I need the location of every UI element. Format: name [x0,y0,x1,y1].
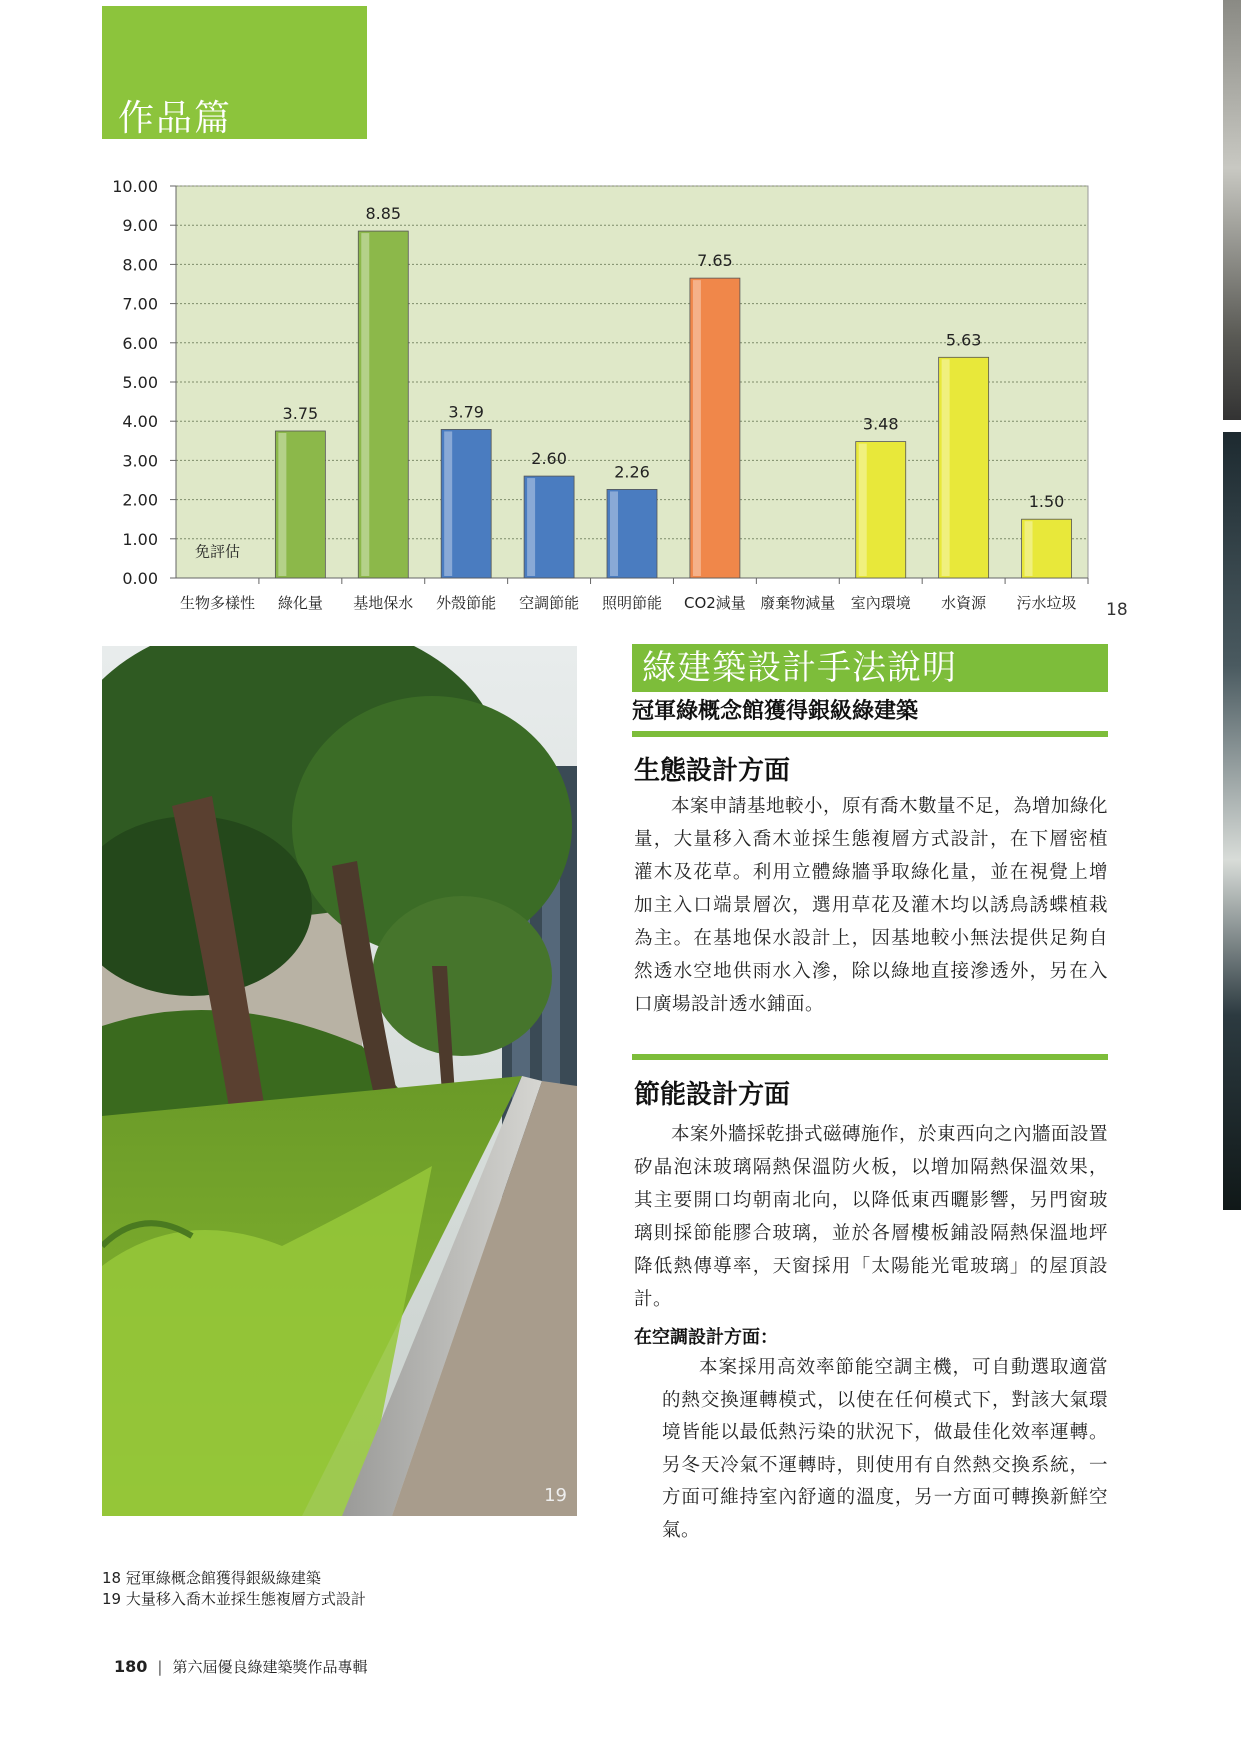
caption-19: 19 大量移入喬木並採生態複層方式設計 [102,1590,366,1608]
data-label: 3.79 [448,402,484,422]
y-tick-label: 6.00 [122,333,158,353]
x-tick-label: 廢棄物減量 [760,594,836,612]
bar-highlight [278,433,286,576]
divider-rule [632,731,1108,737]
bar-highlight [859,444,867,576]
data-label: 2.60 [531,449,567,469]
y-tick-label: 5.00 [122,373,158,392]
energy-heading: 節能設計方面 [634,1080,791,1110]
y-tick-label: 2.00 [122,490,158,510]
energy-paragraph: 本案外牆採乾掛式磁磚施作，於東西向之內牆面設置矽晶泡沫玻璃隔熱保溫防火板，以增加隔熱保溫效果，其主要開口均朝南北向，以降低東西曬影響，另門窗玻璃則採節能膠合玻璃，並於各層樓板鋪設隔熱保溫地坪降低熱傳導率，天窗採用「太陽能光電玻璃」的屋頂設計。 [634,1124,1109,1310]
bar-highlight [444,431,452,576]
bar-highlight [1025,521,1033,576]
eco-paragraph: 本案申請基地較小，原有喬木數量不足，為增加綠化量，大量移入喬木並採生態複層方式設計，在下層密植灌木及花草。利用立體綠牆爭取綠化量，並在視覺上增加主入口端景層次，選用草花及灌木均以誘鳥誘蝶植栽為主。在基地保水設計上，因基地較小無法提供足夠自然透水空地供雨水入滲，除以綠地直接滲透外，另在入口廣場設計透水鋪面。 [634,796,1109,1015]
x-tick-label: 水資源 [941,594,987,612]
footer-separator: | [157,1658,163,1676]
figure-captions [102,1568,366,1610]
y-tick-label: 8.00 [122,255,158,275]
page-footer [114,1656,367,1677]
data-label: 3.75 [282,404,319,423]
section-subtitle: 冠軍綠概念館獲得銀級綠建築 [632,699,919,724]
adjacent-page-photo-bottom [1223,432,1241,1210]
bar-highlight [610,491,618,576]
x-tick-label: 空調節能 [519,594,580,612]
section-header-block [102,6,367,139]
y-tick-label: 3.00 [122,451,158,471]
garden-photo [102,646,577,1516]
y-tick-label: 7.00 [122,294,158,314]
ac-paragraph: 本案採用高效率節能空調主機，可自動選取適當的熱交換運轉模式，以使在任何模式下，對該大氣環境皆能以最低熱污染的狀況下，做最佳化效率運轉。另冬天冷氣不運轉時，則使用有自然熱交換系統，一方面可維持室內舒適的溫度，另一方面可轉換新鮮空氣。 [662,1357,1108,1541]
publication-title: 第六屆優良綠建築獎作品專輯 [172,1658,368,1676]
x-tick-label: 基地保水 [353,594,414,612]
divider-rule [632,1054,1108,1060]
data-label: 1.50 [1028,492,1065,512]
data-label: 7.65 [697,251,733,271]
data-label: 3.48 [862,414,899,434]
section-title: 綠建築設計手法說明 [632,644,1108,692]
y-tick-label: 4.00 [122,412,158,432]
section-label: 作品篇 [118,98,233,139]
x-tick-label: 照明節能 [601,594,663,612]
y-tick-label: 9.00 [122,216,158,236]
photo-figure-number: 19 [544,1485,567,1506]
eco-heading: 生態設計方面 [634,756,791,786]
data-label: 8.85 [365,204,402,224]
y-tick-label: 1.00 [122,529,158,549]
ac-heading: 在空調設計方面： [634,1327,778,1348]
data-label: 2.26 [614,462,650,482]
y-tick-label: 0.00 [122,569,158,588]
adjacent-page-photo-top [1223,0,1241,420]
x-tick-label: CO2減量 [683,594,746,612]
garden-photo-illustration [102,646,577,1516]
bar-highlight [942,359,950,576]
chart-figure-number: 18 [1106,600,1128,620]
x-tick-label: 外殼節能 [436,594,497,612]
y-tick-label: 10.00 [112,177,158,196]
bar-chart [100,170,1090,630]
x-tick-label: 綠化量 [277,594,323,612]
bar-highlight [527,478,535,576]
caption-18: 18 冠軍綠概念館獲得銀級綠建築 [102,1569,321,1587]
x-tick-label: 污水垃圾 [1016,594,1077,612]
page-number: 180 [114,1657,148,1676]
bar-highlight [693,280,701,576]
x-tick-label: 室內環境 [850,594,911,612]
x-tick-label: 生物多樣性 [179,594,255,612]
bar-highlight [361,233,369,576]
data-label: 5.63 [945,330,982,350]
chart-annotation: 免評估 [194,542,240,561]
